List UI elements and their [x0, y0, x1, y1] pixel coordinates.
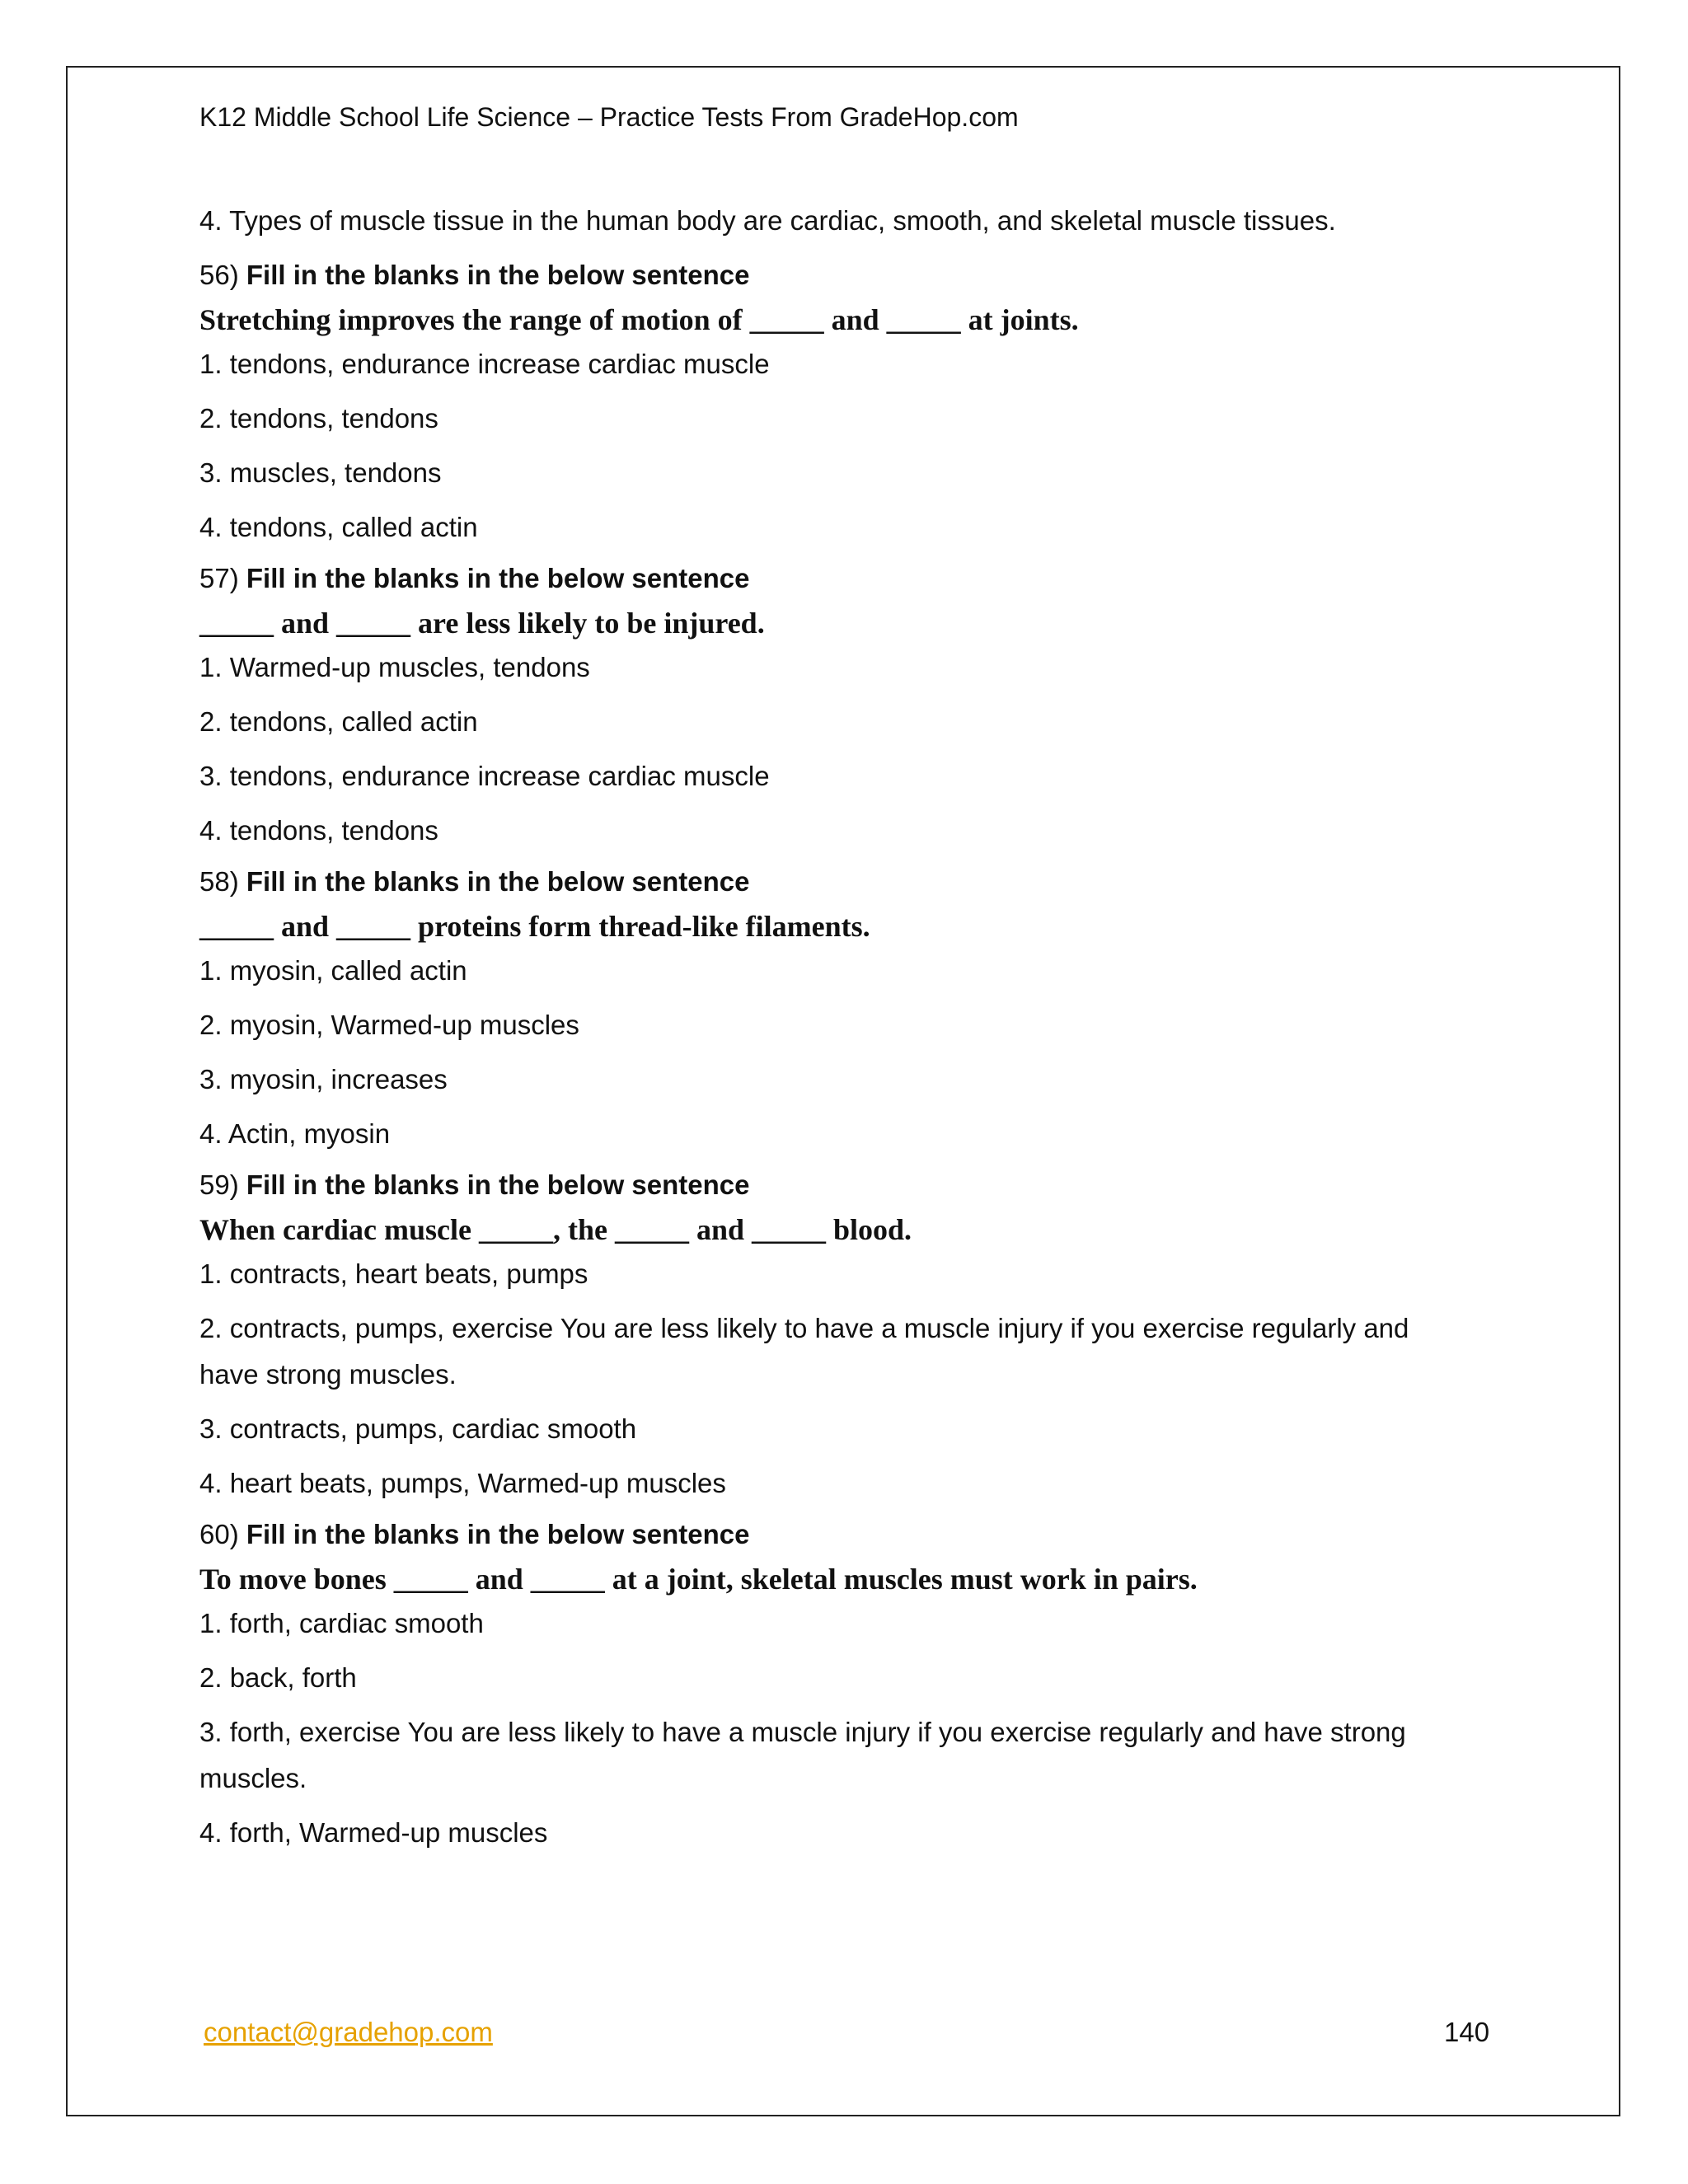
answer-option: 3. tendons, endurance increase cardiac muscle [199, 761, 770, 791]
question-number: 57) [199, 563, 239, 593]
question-number: 60) [199, 1519, 239, 1549]
page-content [199, 201, 1452, 1864]
question-heading [199, 559, 1452, 598]
answer-options [199, 341, 1452, 551]
page-number: 140 [1444, 2017, 1490, 2047]
answer-option: 4. forth, Warmed-up muscles [199, 1817, 548, 1848]
question-60 [199, 1515, 1452, 1856]
answer-option: 1. tendons, endurance increase cardiac muscle [199, 349, 770, 379]
answer-option: 2. back, forth [199, 1662, 357, 1693]
answer-option: 3. muscles, tendons [199, 457, 442, 488]
answer-option: 3. myosin, increases [199, 1064, 448, 1094]
question-number: 56) [199, 260, 239, 290]
question-57 [199, 559, 1452, 854]
answer-option: 1. contracts, heart beats, pumps [199, 1258, 588, 1289]
question-number: 59) [199, 1169, 239, 1200]
question-sentence: Stretching improves the range of motion of _____ and _____ at joints. [199, 303, 1079, 336]
answer-option: 2. myosin, Warmed-up muscles [199, 1010, 579, 1040]
answer-option: 4. tendons, called actin [199, 512, 478, 542]
page-header: K12 Middle School Life Science – Practice Tests From GradeHop.com [199, 102, 1019, 132]
answer-options [199, 1251, 1452, 1507]
question-sentence: _____ and _____ proteins form thread-like filaments. [199, 910, 870, 943]
question-instruction: Fill in the blanks in the below sentence [246, 563, 750, 593]
question-sentence: To move bones _____ and _____ at a joint, skeletal muscles must work in pairs. [199, 1563, 1198, 1596]
answer-options [199, 1601, 1452, 1856]
question-instruction: Fill in the blanks in the below sentence [246, 866, 750, 897]
question-instruction: Fill in the blanks in the below sentence [246, 1519, 750, 1549]
answer-options [199, 948, 1452, 1157]
question-heading [199, 1515, 1452, 1554]
contact-email-link[interactable]: contact@gradehop.com [204, 2017, 493, 2047]
answer-options [199, 644, 1452, 854]
answer-option: 2. tendons, tendons [199, 403, 438, 434]
answer-option: 4. tendons, tendons [199, 815, 438, 846]
answer-option: 1. forth, cardiac smooth [199, 1608, 484, 1638]
question-58 [199, 862, 1452, 1157]
question-instruction: Fill in the blanks in the below sentence [246, 1169, 750, 1200]
question-sentence: When cardiac muscle _____, the _____ and _____ blood. [199, 1213, 912, 1246]
answer-option: 1. myosin, called actin [199, 955, 467, 986]
previous-question-option: 4. Types of muscle tissue in the human body are cardiac, smooth, and skeletal muscle tissues. [199, 205, 1336, 236]
question-heading [199, 862, 1452, 902]
question-number: 58) [199, 866, 239, 897]
question-heading [199, 255, 1452, 295]
question-59 [199, 1165, 1452, 1507]
question-sentence: _____ and _____ are less likely to be injured. [199, 607, 765, 640]
answer-option: 2. contracts, pumps, exercise You are less likely to have a muscle injury if you exercise regularly and have strong muscles. [199, 1313, 1409, 1390]
answer-option: 4. heart beats, pumps, Warmed-up muscles [199, 1468, 726, 1498]
answer-option: 3. contracts, pumps, cardiac smooth [199, 1413, 637, 1444]
question-heading [199, 1165, 1452, 1205]
question-instruction: Fill in the blanks in the below sentence [246, 260, 750, 290]
answer-option: 2. tendons, called actin [199, 706, 478, 737]
answer-option: 4. Actin, myosin [199, 1118, 391, 1149]
answer-option: 1. Warmed-up muscles, tendons [199, 652, 590, 682]
question-56 [199, 255, 1452, 551]
answer-option: 3. forth, exercise You are less likely to have a muscle injury if you exercise regularly and have strong muscles. [199, 1717, 1406, 1793]
